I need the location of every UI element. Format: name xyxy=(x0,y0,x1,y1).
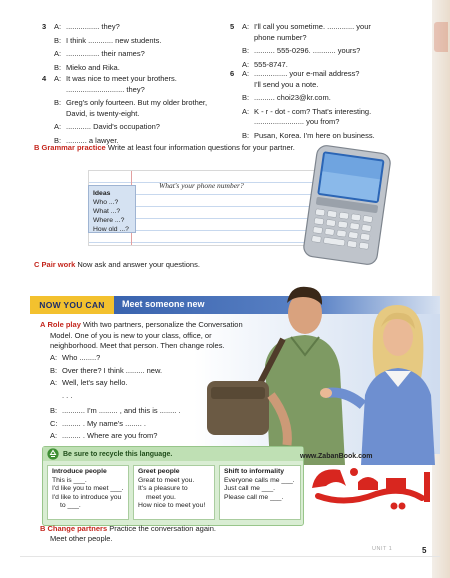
exercise-4 xyxy=(42,74,224,146)
grammar-practice-heading: B Grammar practice Write at least four information questions for your partner. xyxy=(34,143,295,152)
dialogue-line: B: I think ............ new students. xyxy=(54,35,162,45)
role-play-dialogue xyxy=(50,352,200,455)
dialogue-line: A: ................ your e-mail address? xyxy=(242,69,360,78)
idea-item: Who ...? xyxy=(93,199,119,206)
dialogue-line: A: I'll call you sometime. ............. your xyxy=(242,22,371,31)
example-question: What's your phone number? xyxy=(159,181,244,190)
idea-item: What ...? xyxy=(93,208,121,215)
dialogue-line: A: It was nice to meet your brothers. xyxy=(54,74,177,83)
dialogue-line: David, is twenty-eight. xyxy=(66,108,140,118)
recycle-introduce-people: Introduce people This is ___. I'd like you to meet ___. I'd like to introduce you to ___. xyxy=(47,465,129,520)
ideas-box: Ideas Who ...? What ...? Where ...? How old ...? xyxy=(88,185,136,233)
dialogue-line: A: K - r - dot - com? That's interesting. xyxy=(242,106,372,116)
dialogue-line: ............................ they? xyxy=(66,84,145,94)
zabanbook-logo xyxy=(306,458,436,513)
recycle-greet-people: Greet people Great to meet you. It's a pleasure to meet you. How nice to meet you! xyxy=(133,465,215,520)
dialogue-line: B: Pusan, Korea. I'm here on business. xyxy=(242,130,375,140)
dialogue-line: A: ................ their names? xyxy=(54,49,145,58)
role-play-heading: A Role play With two partners, personalize the Conversation Model. One of you is new to your class, office, or neighborhood. Meet that person. Then change roles. xyxy=(40,320,243,350)
dialogue-line: A: ............ David's occupation? xyxy=(54,122,160,131)
smartphone-illustration xyxy=(300,145,395,265)
dialogue-line: A: ................ they? xyxy=(54,22,120,31)
unit-label: UNIT 1 xyxy=(372,546,393,552)
watermark-url: www.ZabanBook.com xyxy=(300,453,373,460)
people-photo xyxy=(195,275,440,465)
page-number: 5 xyxy=(422,546,427,555)
recycle-language-box xyxy=(42,446,304,526)
dialogue-line: B: ........... I'm ......... , and this is ........ . xyxy=(50,406,181,415)
banner-title: Meet someone new xyxy=(122,299,205,309)
recycle-icon xyxy=(47,448,59,460)
dialogue-line: B: Mieko and Rika. xyxy=(54,62,120,72)
exercise-number: 5 xyxy=(230,22,235,31)
dialogue-line: I'll send you a note. xyxy=(254,79,319,89)
page-edge-tab xyxy=(434,22,448,52)
exercise-3 xyxy=(42,22,214,73)
recycle-shift-to-informality: Shift to informality Everyone calls me ___. Just call me ___. Please call me ___. xyxy=(219,465,301,520)
exercise-number: 3 xyxy=(42,22,47,31)
dialogue-line: B: .......... choi23@kr.com. xyxy=(242,93,331,102)
dialogue-line: phone number? xyxy=(254,32,307,42)
dialogue-line: . . . xyxy=(62,390,73,400)
change-partners-heading: B Change partners Practice the conversation again. Meet other people. xyxy=(40,524,216,543)
dialogue-line: A: Well, let's say hello. xyxy=(50,378,128,387)
dialogue-line: B: Greg's only fourteen. But my older brother, xyxy=(54,98,208,107)
exercise-number: 4 xyxy=(42,74,47,83)
idea-item: Where ...? xyxy=(93,217,125,224)
dialogue-line: A: Who ........? xyxy=(50,353,101,362)
dialogue-line: A: ......... . Where are you from? xyxy=(50,431,158,440)
now-you-can-tag: NOW YOU CAN xyxy=(30,296,114,314)
idea-item: How old ...? xyxy=(93,226,129,233)
dialogue-line: C: ......... . My name's ........ . xyxy=(50,418,146,428)
exercise-number: 6 xyxy=(230,69,235,78)
dialogue-line: B: Over there? I think ......... new. xyxy=(50,365,163,375)
dialogue-line: B: .......... 555-0296. ........... yours? xyxy=(242,46,361,55)
recycle-heading: Be sure to recycle this language. xyxy=(43,447,303,461)
dialogue-line: ........................ you from? xyxy=(254,117,340,126)
exercise-5 xyxy=(230,22,412,70)
pair-work-heading: C Pair work Now ask and answer your questions. xyxy=(34,260,200,269)
dialogue-line: A: 555-8747. xyxy=(242,59,288,69)
dialogue-line: B: .......... a lawyer. xyxy=(54,135,119,145)
exercise-6 xyxy=(230,69,412,141)
